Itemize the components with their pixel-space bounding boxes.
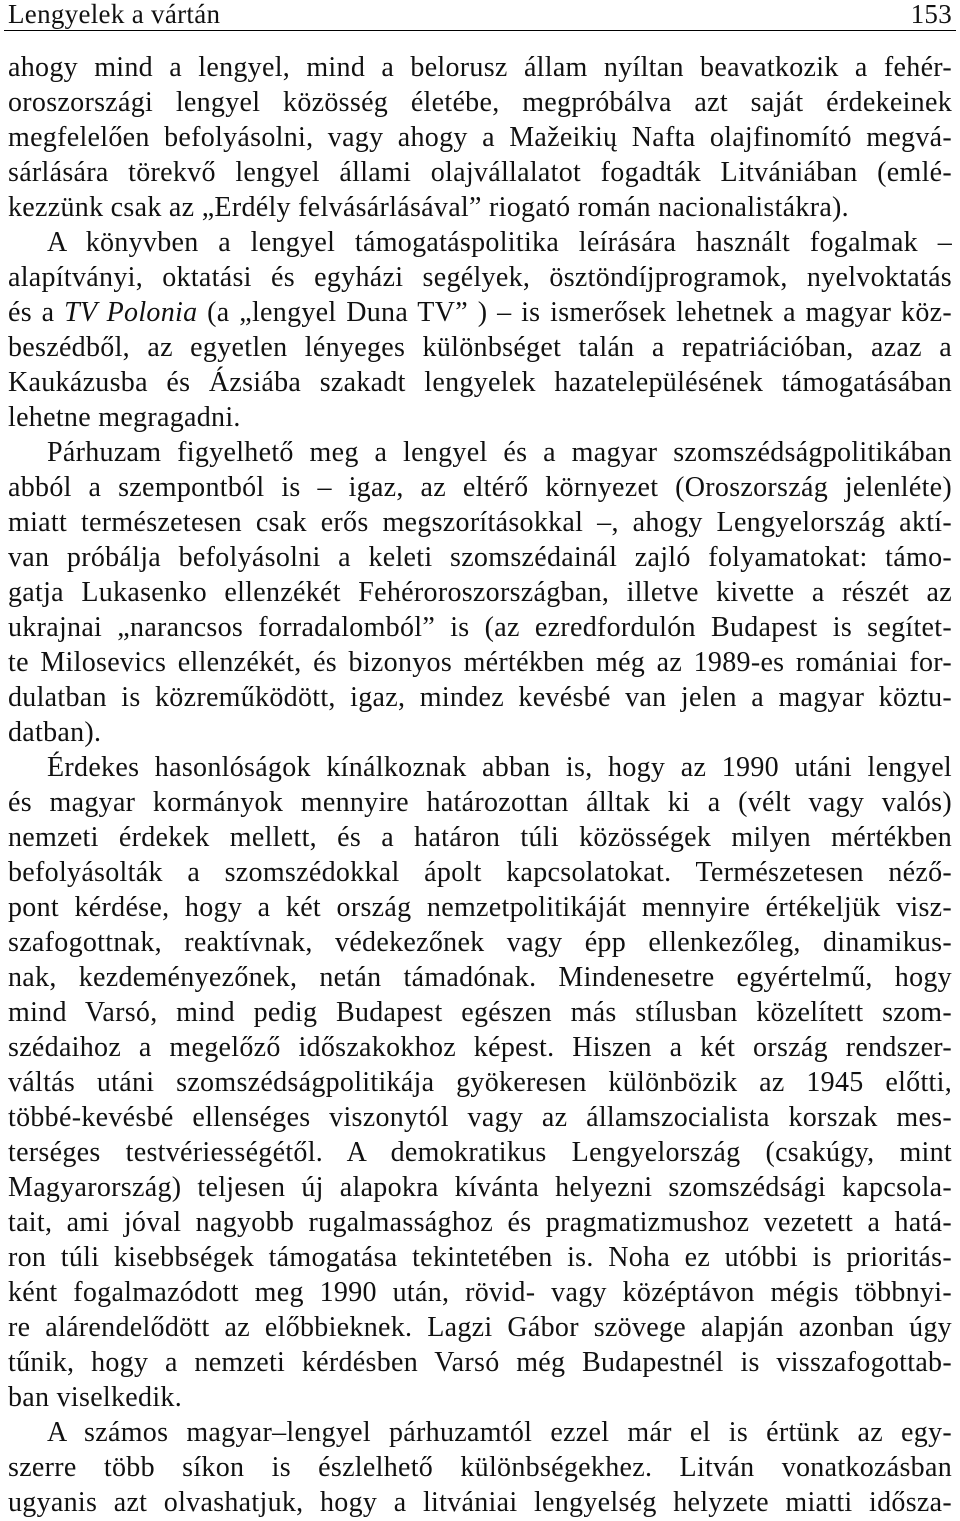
text-segment: és a	[8, 297, 65, 328]
text-line: abból a szempontból is – igaz, az eltérő környezet (Oroszország jelenléte)	[8, 472, 952, 503]
text-line: váltás utáni szomszédságpolitikája gyökeresen különbözik az 1945 előtti,	[8, 1067, 952, 1098]
text-line: ként fogalmazódott meg 1990 után, rövid- vagy középtávon mégis többnyi-	[8, 1277, 952, 1308]
text-line: szerre több síkon is észlelhető különbségekhez. Litván vonatkozásban	[8, 1452, 952, 1483]
text-line: ugyanis azt olvashatjuk, hogy a litvániai lengyelség helyzete miatti idősza-	[8, 1487, 952, 1518]
text-line: sárlására törekvő lengyel állami olajvállalatot fogadták Litvániában (emlé-	[8, 157, 952, 188]
text-line: nak, kezdeményezőnek, netán támadónak. Mindenesetre egyértelmű, hogy	[8, 962, 952, 993]
page-body	[8, 50, 952, 1520]
text-line: A könyvben a lengyel támogatáspolitika leírására használt fogalmak –	[47, 227, 952, 258]
text-line: te Milosevics ellenzékét, és bizonyos mértékben még az 1989-es romániai for-	[8, 647, 952, 678]
paragraph	[8, 435, 952, 750]
text-line: Magyarország) teljesen új alapokra kívánta helyezni szomszédsági kapcsola-	[8, 1172, 952, 1203]
text-line: alapítványi, oktatási és egyházi segélyek, ösztöndíjprogramok, nyelvoktatás	[8, 262, 952, 293]
text-line: van próbálja befolyásolni a keleti szomszédainál zajló folyamatokat: támo-	[8, 542, 952, 573]
text-line: mind Varsó, mind pedig Budapest egészen más stílusban közelített szom-	[8, 997, 952, 1028]
text-line: Érdekes hasonlóságok kínálkoznak abban is, hogy az 1990 utáni lengyel	[47, 752, 952, 783]
text-line: re alárendelődött az előbbieknek. Lagzi Gábor szövege alapján azonban úgy	[8, 1312, 952, 1343]
page-number: 153	[910, 0, 952, 29]
text-line: terséges testvériességétől. A demokratikus Lengyelország (csakúgy, mint	[8, 1137, 952, 1168]
text-line: többé-kevésbé ellenséges viszonytól vagy az államszocialista korszak mes-	[8, 1102, 952, 1133]
text-line: Kaukázusba és Ázsiába szakadt lengyelek hazatelepülésének támogatásában	[8, 367, 952, 398]
text-line: szédaihoz a megelőző időszakokhoz képest. Hiszen a két ország rendszer-	[8, 1032, 952, 1063]
text-line: oroszországi lengyel közösség életébe, megpróbálva azt saját érdekeinek	[8, 87, 952, 118]
text-line: és magyar kormányok mennyire határozottan álltak ki a (vélt vagy valós)	[8, 787, 952, 818]
text-line: datban).	[8, 717, 102, 748]
paragraph	[8, 750, 952, 1415]
text-line: kezzünk csak az „Erdély felvásárlásával” riogató román nacionalistákra).	[8, 192, 849, 223]
text-line: nemzeti érdekek mellett, és a határon túli közösségek milyen mértékben	[8, 822, 952, 853]
text-line: ahogy mind a lengyel, mind a belorusz állam nyíltan beavatkozik a fehér-	[8, 52, 952, 83]
text-line: tűnik, hogy a nemzeti kérdésben Varsó még Budapestnél is visszafogottab-	[8, 1347, 952, 1378]
text-line: dulatban is közreműködött, igaz, mindez kevésbé van jelen a magyar köztu-	[8, 682, 952, 713]
text-line: Párhuzam figyelhető meg a lengyel és a magyar szomszédságpolitikában	[47, 437, 952, 468]
text-line: szafogottnak, reaktívnak, védekezőnek vagy épp ellenkezőleg, dinamikus-	[8, 927, 952, 958]
text-line: befolyásolták a szomszédokkal ápolt kapcsolatokat. Természetesen néző-	[8, 857, 952, 888]
text-line: tait, ami jóval nagyobb rugalmassághoz és pragmatizmushoz vezetett a hatá-	[8, 1207, 952, 1238]
text-line: ban viselkedik.	[8, 1382, 183, 1413]
text-line: ukrajnai „narancsos forradalomból” is (az ezredfordulón Budapest is segítet-	[8, 612, 952, 643]
text-line	[8, 295, 952, 330]
running-header	[4, 0, 956, 31]
text-line: gatja Lukasenko ellenzékét Fehéroroszországban, illetve kivette a részét az	[8, 577, 952, 608]
text-segment: (a „lengyel Duna TV” ) – is ismerősek lehetnek a magyar köz-	[197, 297, 952, 328]
text-line: lehetne megragadni.	[8, 402, 241, 433]
paragraph	[8, 1415, 952, 1520]
text-line: beszédből, az egyetlen lényeges különbséget talán a repatriációban, azaz a	[8, 332, 952, 363]
paragraph	[8, 225, 952, 435]
italic-title: TV Polonia	[64, 297, 198, 328]
text-line: pont kérdése, hogy a két ország nemzetpolitikáját mennyire értékeljük visz-	[8, 892, 952, 923]
text-line: megfelelően befolyásolni, vagy ahogy a Mažeikių Nafta olajfinomító megvá-	[8, 122, 952, 153]
text-line: miatt természetesen csak erős megszorításokkal –, ahogy Lengyelország aktí-	[8, 507, 952, 538]
text-line: A számos magyar–lengyel párhuzamtól ezzel már el is értünk az egy-	[47, 1417, 952, 1448]
text-line: ron túli kisebbségek támogatása tekintetében is. Noha ez utóbbi is prioritás-	[8, 1242, 952, 1273]
paragraph	[8, 50, 952, 225]
running-title: Lengyelek a vártán	[8, 0, 221, 29]
